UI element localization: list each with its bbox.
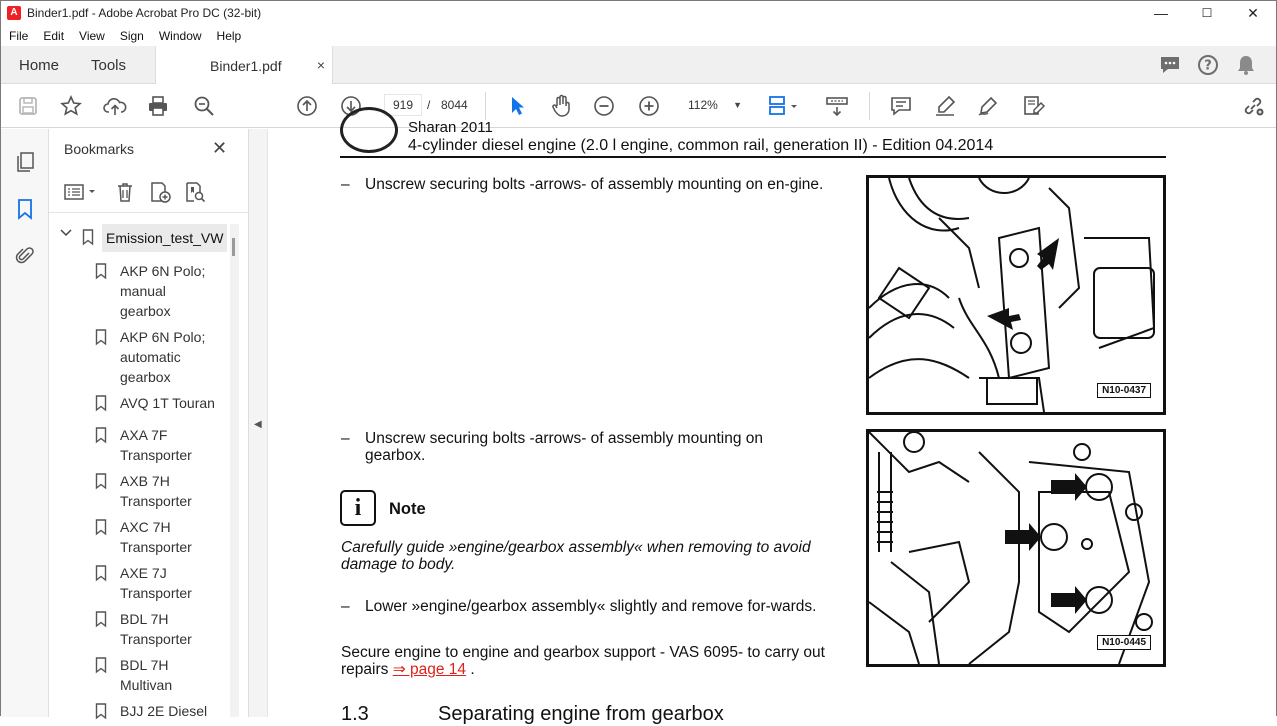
- page-thumbnails-icon[interactable]: [13, 150, 37, 174]
- collapse-arrow-icon[interactable]: ◀: [254, 419, 262, 430]
- bookmarks-toolbar: [49, 173, 249, 213]
- menu-help[interactable]: Help: [216, 28, 242, 43]
- zoom-level-value: 112%: [688, 98, 718, 112]
- add-comment-icon[interactable]: [889, 94, 913, 118]
- toolbar-divider: [869, 92, 870, 120]
- step-dash: –: [341, 176, 350, 193]
- menu-bar: [1, 25, 1276, 46]
- note-info-icon: i: [340, 490, 376, 526]
- bookmark-flag-icon: [95, 611, 107, 630]
- bookmark-item-label: AVQ 1T Touran: [120, 395, 215, 411]
- header-rule: [340, 156, 1166, 158]
- bookmark-flag-icon: [95, 657, 107, 676]
- share-link-icon[interactable]: [1241, 94, 1265, 118]
- bookmark-item-label: AXA 7F Transporter: [120, 427, 192, 463]
- bookmarks-panel-icon[interactable]: [13, 197, 37, 221]
- page-header-model: Sharan 2011: [408, 119, 493, 136]
- section-number: 1.3: [341, 703, 369, 725]
- draw-freeform-icon[interactable]: [976, 94, 1000, 118]
- panel-collapse-strip[interactable]: [249, 129, 268, 717]
- toolbar-divider: [485, 92, 486, 120]
- total-pages: 8044: [441, 98, 468, 112]
- help-icon[interactable]: [1196, 53, 1220, 77]
- maximize-button[interactable]: ☐: [1201, 6, 1213, 20]
- bookmark-item-label: AXE 7J Transporter: [120, 565, 192, 601]
- previous-page-icon[interactable]: [295, 94, 319, 118]
- chevron-down-icon[interactable]: [60, 228, 72, 241]
- section-title: Separating engine from gearbox: [438, 703, 724, 725]
- step-dash: –: [341, 430, 350, 447]
- bookmark-flag-icon: [95, 703, 107, 722]
- bookmark-root-label: Emission_test_VW: [102, 224, 227, 252]
- bookmarks-scrollbar[interactable]: [230, 224, 239, 717]
- figure-gearbox-mounting: [866, 429, 1166, 667]
- gearbox-mounting-illustration: [869, 432, 1163, 664]
- zoom-in-icon[interactable]: [637, 94, 661, 118]
- print-icon[interactable]: [146, 94, 170, 118]
- tab-tools[interactable]: Tools: [91, 56, 127, 74]
- fill-sign-icon[interactable]: [1021, 94, 1045, 118]
- tab-home[interactable]: Home: [19, 56, 60, 74]
- chevron-down-icon: ▼: [733, 100, 742, 110]
- menu-sign[interactable]: Sign: [119, 28, 144, 43]
- bookmark-star-icon[interactable]: [59, 94, 83, 118]
- menu-view[interactable]: View: [79, 28, 105, 43]
- comment-bubble-icon[interactable]: [1158, 53, 1182, 77]
- zoom-search-icon[interactable]: [192, 94, 216, 118]
- bookmark-options-icon[interactable]: [63, 180, 99, 204]
- note-text: Carefully guide »engine/gearbox assembly« when removing to avoid damage to body.: [341, 539, 811, 573]
- hand-tool-icon[interactable]: [549, 94, 573, 118]
- bookmark-flag-icon: [95, 395, 107, 414]
- title-bar: [1, 1, 1276, 25]
- new-bookmark-icon[interactable]: [148, 180, 172, 204]
- support-paragraph-end: .: [466, 661, 475, 678]
- bookmark-flag-icon: [95, 473, 107, 492]
- svg-text:?: ?: [1204, 58, 1212, 74]
- bookmarks-panel: [49, 129, 249, 717]
- tab-close-button[interactable]: ×: [316, 57, 325, 73]
- save-icon[interactable]: [16, 94, 40, 118]
- upload-cloud-icon[interactable]: [103, 94, 127, 118]
- bookmark-root-item[interactable]: [49, 224, 227, 252]
- acrobat-app-icon: A: [7, 6, 21, 20]
- bookmark-item-label: BDL 7H Transporter: [120, 611, 192, 647]
- attachments-paperclip-icon[interactable]: [13, 244, 37, 268]
- support-paragraph: [341, 644, 831, 678]
- minimize-button[interactable]: —: [1154, 5, 1168, 21]
- note-title: Note: [389, 500, 426, 518]
- figure-engine-mounting: [866, 175, 1166, 415]
- tab-document[interactable]: [155, 46, 333, 85]
- step-2-text: Unscrew securing bolts -arrows- of assembly mounting on gearbox.: [365, 430, 763, 464]
- scrolling-mode-icon[interactable]: [825, 94, 849, 118]
- bookmark-flag-icon: [95, 427, 107, 446]
- bookmark-item-label: AXB 7H Transporter: [120, 473, 192, 509]
- page-separator: /: [427, 98, 431, 112]
- bookmark-item-label: BJJ 2E Diesel: [120, 703, 208, 719]
- page-number-input[interactable]: 919: [384, 94, 422, 116]
- tab-bar: [1, 46, 1276, 84]
- bookmark-flag-icon: [82, 229, 94, 248]
- page-reference-link[interactable]: ⇒ page 14: [392, 661, 467, 678]
- menu-window[interactable]: Window: [158, 28, 202, 43]
- step-1-text: Unscrew securing bolts -arrows- of assembly mounting on en-gine.: [365, 176, 824, 193]
- figure-label: N10-0437: [1097, 383, 1151, 398]
- engine-mounting-illustration: [869, 178, 1163, 412]
- zoom-level-dropdown[interactable]: [682, 94, 748, 116]
- bookmark-flag-icon: [95, 565, 107, 584]
- menu-edit[interactable]: Edit: [43, 28, 65, 43]
- select-cursor-icon[interactable]: [505, 94, 529, 118]
- highlight-pen-icon[interactable]: [933, 94, 957, 118]
- step-dash: –: [341, 598, 350, 615]
- bookmarks-close-button[interactable]: ✕: [212, 138, 228, 158]
- support-paragraph-text: Secure engine to engine and gearbox support - VAS 6095- to carry out repairs: [341, 644, 825, 678]
- figure-label: N10-0445: [1097, 635, 1151, 650]
- toolbar: [1, 84, 1276, 128]
- bookmark-item-label: AKP 6N Polo; manual gearbox: [120, 263, 206, 319]
- zoom-out-icon[interactable]: [592, 94, 616, 118]
- bookmark-flag-icon: [95, 263, 107, 282]
- close-window-button[interactable]: ✕: [1247, 4, 1259, 21]
- vw-logo: [340, 107, 398, 153]
- bookmark-item-label: AXC 7H Transporter: [120, 519, 192, 555]
- scrollbar-thumb[interactable]: [232, 238, 235, 256]
- page-header-title: 4-cylinder diesel engine (2.0 l engine, common rail, generation II) - Edition 04.2014: [408, 137, 994, 154]
- bookmark-item-label: AKP 6N Polo; automatic gearbox: [120, 329, 206, 385]
- bookmark-item-label: BDL 7H Multivan: [120, 657, 173, 693]
- find-bookmark-icon[interactable]: [183, 180, 207, 204]
- bookmark-flag-icon: [95, 519, 107, 538]
- document-view[interactable]: [268, 119, 1276, 725]
- window-title: Binder1.pdf - Adobe Acrobat Pro DC (32-bit): [27, 6, 262, 20]
- page-display-icon[interactable]: [767, 94, 801, 118]
- tab-document-label: Binder1.pdf: [210, 57, 282, 74]
- delete-bookmark-icon[interactable]: [113, 180, 137, 204]
- menu-file[interactable]: File: [9, 28, 29, 43]
- step-3-text: Lower »engine/gearbox assembly« slightly and remove for-wards.: [365, 598, 817, 615]
- left-rail: [1, 129, 49, 717]
- notifications-bell-icon[interactable]: [1234, 53, 1258, 77]
- bookmarks-header: Bookmarks: [64, 141, 135, 157]
- bookmark-flag-icon: [95, 329, 107, 348]
